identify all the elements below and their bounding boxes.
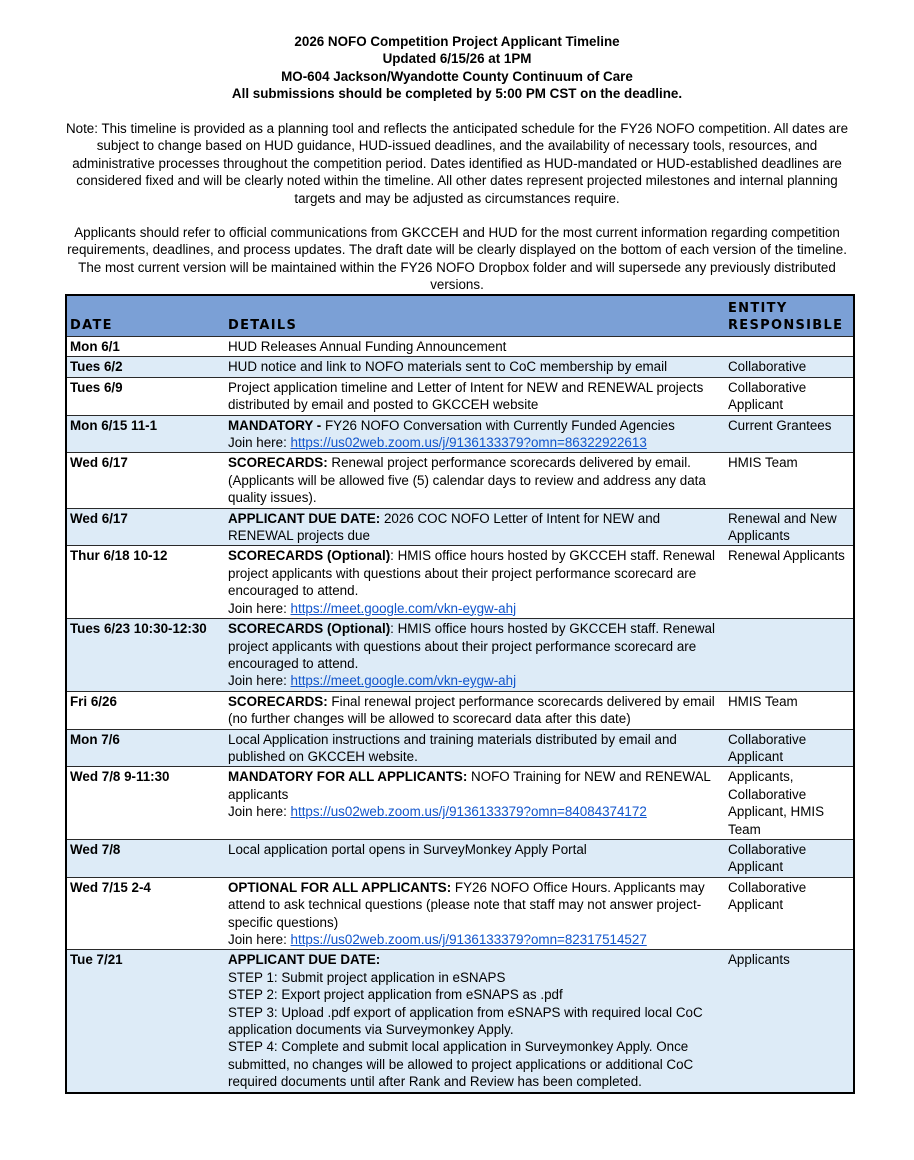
row-date: Tues 6/9 (70, 379, 123, 395)
details-text (228, 880, 705, 930)
details-text (228, 359, 667, 374)
date-column-header: DATE (70, 318, 113, 333)
row-date: Wed 6/17 (70, 455, 128, 471)
row-date: Tue 7/21 (70, 952, 123, 968)
row-date: Wed 7/15 2-4 (70, 879, 151, 895)
entity-header-line2: RESPONSIBLE (728, 318, 844, 333)
meeting-link[interactable]: https://meet.google.com/vkn-eygw-ahj (290, 673, 517, 689)
row-date: Fri 6/26 (70, 693, 117, 709)
row-details (225, 337, 725, 356)
row-details (225, 950, 725, 1091)
table-body (67, 336, 853, 1092)
row-entity-responsible: Applicants, Collaborative Applicant, HMIS Team (728, 769, 825, 837)
details-label: SCORECARDS (Optional) (228, 548, 391, 564)
row-date: Mon 7/6 (70, 731, 120, 747)
details-label: MANDATORY FOR ALL APPLICANTS: (228, 769, 468, 785)
table-header-row (67, 296, 853, 336)
details-body: Project application timeline and Letter of Intent for NEW and RENEWAL projects distributed by email and posted to GKCCEH website (228, 379, 704, 413)
join-label: Join here: (228, 435, 291, 451)
planning-note-paragraph: Note: This timeline is provided as a planning tool and reflects the anticipated schedule for the FY26 NOFO competition. All dates are subject to change based on HUD guidance, HUD-issued deadlines, and the availability of necessary tools, resources, and administrative processes throughout the competition period. Dates identified as HUD-mandated or HUD-established deadlines are considered fixed and will be clearly noted within the timeline. All other dates represent projected milestones and internal planning targets and may be adjusted as circumstances require. (65, 121, 849, 206)
row-details (225, 453, 725, 507)
details-body: Local application portal opens in SurveyMonkey Apply Portal (228, 841, 587, 857)
entity-column-header (725, 299, 853, 336)
row-entity-responsible: Renewal and New Applicants (728, 510, 837, 544)
details-text (228, 732, 677, 764)
details-label: MANDATORY - (228, 417, 325, 433)
table-row (67, 508, 853, 546)
row-details (225, 840, 725, 877)
table-row (67, 877, 853, 950)
submission-deadline-note: All submissions should be completed by 5:00 PM CST on the deadline. (231, 86, 683, 102)
join-label: Join here: (228, 932, 291, 947)
join-label: Join here: (228, 600, 291, 616)
details-body: Renewal project performance scorecards delivered by email. (Applicants will be allowed five (5) calendar days to review and address any data quality issues). (228, 455, 706, 506)
document-title: 2026 NOFO Competition Project Applicant Timeline (294, 34, 620, 49)
updated-date: Updated 6/15/26 at 1PM (382, 51, 532, 67)
row-entity-responsible: Collaborative (728, 359, 807, 375)
details-label: SCORECARDS (Optional) (228, 621, 391, 637)
details-text (228, 455, 706, 505)
row-details (225, 692, 725, 729)
row-date: Thur 6/18 10-12 (70, 548, 168, 564)
meeting-link[interactable]: https://us02web.zoom.us/j/9136133379?omn=84084374172 (290, 804, 647, 820)
details-label: APPLICANT DUE DATE: (228, 510, 381, 526)
details-body: 2026 COC NOFO Letter of Intent for NEW and RENEWAL projects due (228, 510, 661, 544)
application-step: STEP 1: Submit project application in eSNAPS (228, 969, 506, 985)
details-body: : HMIS office hours hosted by GKCCEH staff. Renewal project applicants with questions about their project performance scorecard are encouraged to attend. (228, 548, 715, 599)
row-entity-responsible: Applicants (728, 952, 790, 968)
details-label: APPLICANT DUE DATE: (228, 952, 381, 968)
details-text (228, 418, 675, 433)
meeting-link[interactable]: https://us02web.zoom.us/j/9136133379?omn=86322922613 (290, 435, 647, 451)
details-body: FY26 NOFO Conversation with Currently Funded Agencies (324, 417, 675, 433)
details-label: SCORECARDS: (228, 455, 328, 471)
row-date: Tues 6/23 10:30-12:30 (70, 621, 207, 637)
details-text (228, 548, 715, 598)
details-text (228, 621, 715, 671)
row-details (225, 619, 725, 691)
join-line (228, 434, 721, 451)
row-date: Wed 7/8 (70, 841, 121, 857)
details-text (228, 694, 715, 726)
join-line (228, 931, 721, 948)
table-row (67, 415, 853, 453)
table-row (67, 691, 853, 729)
details-text (228, 842, 587, 857)
details-body: NOFO Training for NEW and RENEWAL applicants (228, 769, 711, 802)
row-entity-responsible: HMIS Team (728, 693, 798, 709)
row-entity-responsible (725, 619, 853, 691)
application-step: STEP 2: Export project application from eSNAPS as .pdf (228, 987, 563, 1003)
organization-name: MO-604 Jackson/Wyandotte County Continuum of Care (281, 68, 633, 84)
row-date: Wed 7/8 9-11:30 (70, 769, 170, 785)
row-date: Mon 6/15 11-1 (70, 417, 158, 433)
row-entity-responsible: Collaborative Applicant (728, 879, 807, 913)
row-details (225, 416, 725, 453)
details-text (228, 511, 660, 543)
row-date: Wed 6/17 (70, 510, 128, 526)
table-row (67, 729, 853, 767)
application-step: STEP 3: Upload .pdf export of application from eSNAPS with required local CoC application documents via Surveymonkey Apply. (228, 1004, 703, 1038)
row-entity-responsible: Collaborative Applicant (728, 379, 807, 413)
join-line (228, 803, 721, 820)
table-row (67, 356, 853, 376)
details-text (228, 380, 703, 412)
application-step: STEP 4: Complete and submit local application in Surveymonkey Apply. Once submitted, no changes will be allowed to project applications or additional CoC required documents until after Rank and Review has been completed. (228, 1039, 694, 1090)
row-date: Tues 6/2 (70, 359, 123, 375)
row-details (225, 546, 725, 618)
meeting-link[interactable]: https://meet.google.com/vkn-eygw-ahj (290, 600, 517, 616)
details-body: Final renewal project performance scorecards delivered by email (no further changes will be allowed to scorecard data after this date) (228, 693, 715, 727)
entity-header-line1: ENTITY (728, 301, 788, 316)
table-row (67, 452, 853, 507)
row-date: Mon 6/1 (70, 339, 120, 354)
table-row (67, 336, 853, 356)
table-row (67, 949, 853, 1091)
official-communications-paragraph: Applicants should refer to official communications from GKCCEH and HUD for the most current information regarding competition requirements, deadlines, and process updates. The draft date will be clearly displayed on the bottom of each version of the timeline. The most current version will be maintained within the FY26 NOFO Dropbox folder and will supersede any previously distributed versions. (67, 225, 847, 293)
table-row (67, 545, 853, 618)
row-entity-responsible: Current Grantees (728, 417, 832, 433)
row-entity-responsible (725, 337, 853, 356)
table-row (67, 839, 853, 877)
join-line (228, 672, 721, 689)
row-entity-responsible: Renewal Applicants (728, 548, 845, 564)
row-details (225, 378, 725, 415)
row-details (225, 357, 725, 376)
details-body: Local Application instructions and training materials distributed by email and published on GKCCEH website. (228, 731, 677, 764)
row-details (225, 730, 725, 767)
join-line (228, 600, 721, 617)
meeting-link[interactable]: https://us02web.zoom.us/j/9136133379?omn=82317514527 (290, 932, 647, 947)
details-text (228, 952, 380, 967)
details-body: FY26 NOFO Office Hours. Applicants may attend to ask technical questions (please note that staff may not answer project-specific questions) (228, 879, 705, 930)
details-column-header: DETAILS (228, 318, 298, 333)
timeline-table (65, 294, 855, 1094)
row-details (225, 767, 725, 839)
row-details (225, 878, 725, 950)
document-header (0, 33, 914, 103)
details-body: HUD notice and link to NOFO materials sent to CoC membership by email (228, 359, 668, 375)
table-row (67, 618, 853, 691)
table-row (67, 377, 853, 415)
details-label: OPTIONAL FOR ALL APPLICANTS: (228, 879, 452, 895)
details-body: HUD Releases Annual Funding Announcement (228, 339, 507, 354)
details-text (228, 339, 506, 354)
details-text (228, 769, 710, 801)
details-label: SCORECARDS: (228, 693, 328, 709)
row-entity-responsible: Collaborative Applicant (728, 731, 807, 764)
join-label: Join here: (228, 673, 291, 689)
join-label: Join here: (228, 804, 291, 820)
row-entity-responsible: Collaborative Applicant (728, 841, 807, 875)
row-details (225, 509, 725, 546)
row-entity-responsible: HMIS Team (728, 455, 798, 471)
table-row (67, 766, 853, 839)
details-body: : HMIS office hours hosted by GKCCEH staff. Renewal project applicants with questions about their project performance scorecard are encouraged to attend. (228, 621, 715, 671)
